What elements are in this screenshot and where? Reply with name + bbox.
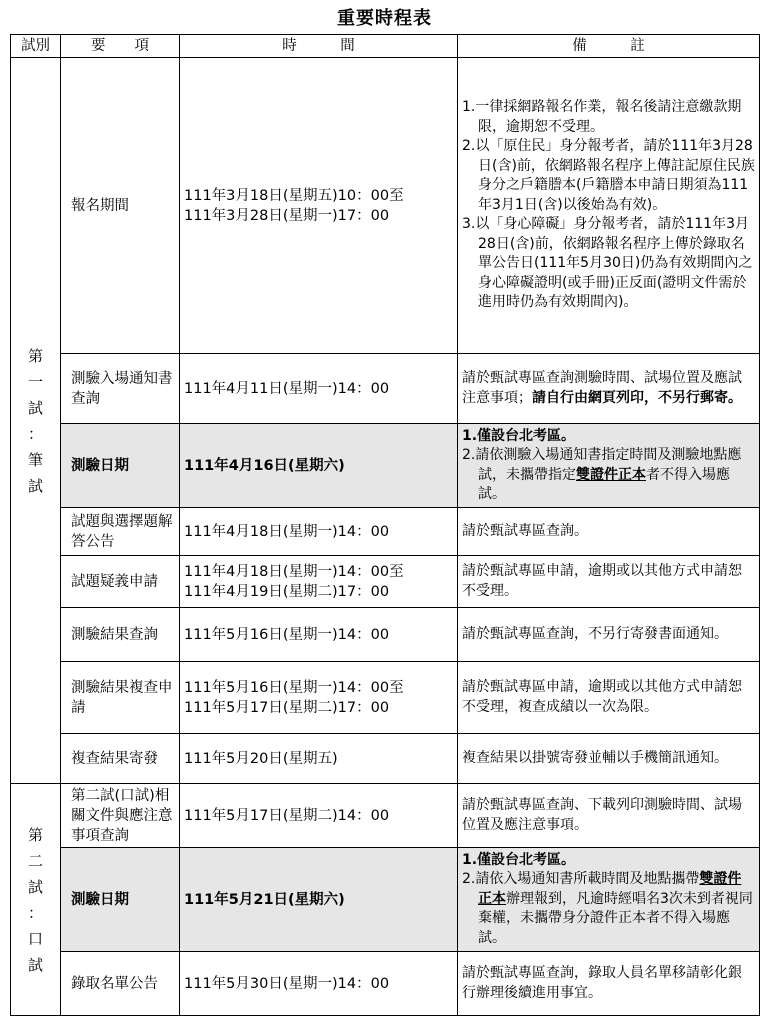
- time-cell: [180, 784, 458, 848]
- item-cell: 第二試(口試)相關文件與應注意事項查詢: [61, 784, 180, 848]
- item-cell: 測驗結果查詢: [61, 608, 180, 662]
- table-row: [11, 508, 760, 556]
- section-char: 筆: [27, 450, 43, 469]
- time-line: 111年5月16日(星期一)14：00: [184, 626, 390, 643]
- note-cell: 請於甄試專區查詢，錄取人員名單移請彰化銀行辦理後續進用事宜。: [458, 952, 760, 1016]
- time-line: 111年3月18日(星期五)10：00至: [184, 187, 404, 204]
- note-cell: [458, 424, 760, 508]
- section-char: 二: [27, 851, 43, 870]
- header-row: [11, 35, 760, 58]
- time-line: 111年5月30日(星期一)14：00: [184, 975, 390, 992]
- note-item: [462, 446, 755, 505]
- time-line: 111年5月17日(星期二)14：00: [184, 807, 390, 824]
- item-cell: 報名期間: [61, 58, 180, 354]
- section-char: 試: [27, 877, 43, 896]
- section-char: 口: [27, 929, 43, 948]
- table-row: [11, 556, 760, 608]
- section-char: ：: [27, 424, 43, 443]
- item-cell: 複查結果寄發: [61, 734, 180, 784]
- note-item: 1.僅設台北考區。: [462, 851, 576, 868]
- note-cell: 請於甄試專區查詢。: [458, 508, 760, 556]
- time-cell: [180, 508, 458, 556]
- table-row: [11, 354, 760, 424]
- table-row: [11, 952, 760, 1016]
- item-cell: 測驗結果複查申請: [61, 662, 180, 734]
- time-cell: [180, 952, 458, 1016]
- note-text: 辦理報到，凡逾時經唱名3次未到者視同棄權，未攜帶身分證件正本者不得入場應試。: [478, 890, 753, 946]
- note-bold-text: 請自行由網頁列印，不另行郵寄。: [532, 389, 742, 406]
- table-row: [11, 424, 760, 508]
- table-row: [11, 662, 760, 734]
- note-cell: [458, 848, 760, 952]
- note-item: [462, 870, 755, 948]
- note-item: 1.僅設台北考區。: [462, 427, 576, 444]
- note-item: 3.以「身心障礙」身分報考者，請於111年3月28日(含)前，依網路報名程序上傳於錄取名單公告日(111年5月30日)仍為有效期間內之身心障礙證明(或手冊)正反面(證明文件需於進用時仍為有效期間內)。: [462, 216, 753, 311]
- item-cell: 測驗日期: [61, 424, 180, 508]
- note-cell: 複查結果以掛號寄發並輔以手機簡訊通知。: [458, 734, 760, 784]
- item-cell: 錄取名單公告: [61, 952, 180, 1016]
- time-line: 111年5月20日(星期五): [184, 750, 338, 767]
- note-text: 2.請依入場通知書所載時間及地點攜帶: [462, 871, 700, 888]
- note-item: 1.一律採網路報名作業，報名後請注意繳款期限，逾期恕不受理。: [462, 99, 742, 135]
- time-line: 111年4月19日(星期二)17：00: [184, 583, 390, 600]
- time-cell: [180, 424, 458, 508]
- time-cell: [180, 734, 458, 784]
- table-row: [11, 608, 760, 662]
- note-cell: 請於甄試專區申請，逾期或以其他方式申請恕不受理。: [458, 556, 760, 608]
- section-char: 第: [27, 346, 43, 365]
- item-cell: 測驗入場通知書查詢: [61, 354, 180, 424]
- section-char: ：: [27, 903, 43, 922]
- time-cell: [180, 608, 458, 662]
- note-text: 2.請依測驗入場通知書指定時間及測驗地點應試，未攜帶指定: [462, 447, 742, 483]
- note-text: 者不得入場應試。: [478, 466, 730, 502]
- time-line: 111年5月17日(星期二)17：00: [184, 699, 390, 716]
- header-time: 時 間: [180, 35, 458, 58]
- time-line: 111年5月16日(星期一)14：00至: [184, 679, 404, 696]
- item-cell: 測驗日期: [61, 848, 180, 952]
- time-cell: [180, 848, 458, 952]
- note-cell: 請於甄試專區申請，逾期或以其他方式申請恕不受理，複查成績以一次為限。: [458, 662, 760, 734]
- schedule-table: [10, 34, 760, 1016]
- time-cell: [180, 354, 458, 424]
- note-cell: [458, 354, 760, 424]
- section-first-test: [11, 58, 61, 784]
- section-char: 試: [27, 955, 43, 974]
- time-line: 111年4月11日(星期一)14：00: [184, 380, 390, 397]
- table-row: [11, 784, 760, 848]
- header-note: 備 註: [458, 35, 760, 58]
- note-item: 2.以「原住民」身分報考者，請於111年3月28日(含)前，依網路報名程序上傳註記原住民族身分之戶籍謄本(戶籍謄本申請日期須為111年3月1日(含)以後始為有效)。: [462, 138, 755, 213]
- section-char: 一: [27, 372, 43, 391]
- table-row: [11, 58, 760, 354]
- time-line: 111年4月18日(星期一)14：00: [184, 523, 390, 540]
- table-row: [11, 734, 760, 784]
- note-cell: [458, 58, 760, 354]
- time-line: 111年5月21日(星期六): [184, 891, 345, 908]
- note-cell: 請於甄試專區查詢、下載列印測驗時間、試場位置及應注意事項。: [458, 784, 760, 848]
- time-cell: [180, 58, 458, 354]
- page-title: 重要時程表: [337, 8, 432, 29]
- time-line: 111年4月16日(星期六): [184, 457, 345, 474]
- section-char: 第: [27, 825, 43, 844]
- section-second-test: [11, 784, 61, 1016]
- note-cell: 請於甄試專區查詢，不另行寄發書面通知。: [458, 608, 760, 662]
- item-cell: 試題疑義申請: [61, 556, 180, 608]
- time-line: 111年3月28日(星期一)17：00: [184, 207, 390, 224]
- note-underline-text: 雙證件正本: [478, 871, 742, 907]
- time-line: 111年4月18日(星期一)14：00至: [184, 563, 404, 580]
- table-row: [11, 848, 760, 952]
- header-type: 試別: [11, 35, 61, 58]
- time-cell: [180, 662, 458, 734]
- time-cell: [180, 556, 458, 608]
- item-cell: 試題與選擇題解答公告: [61, 508, 180, 556]
- note-underline-text: 雙證件正本: [576, 466, 646, 483]
- note-text: 請於甄試專區查詢測驗時間、試場位置及應試注意事項；: [462, 370, 742, 406]
- section-char: 試: [27, 476, 43, 495]
- header-item: 要 項: [61, 35, 180, 58]
- section-char: 試: [27, 398, 43, 417]
